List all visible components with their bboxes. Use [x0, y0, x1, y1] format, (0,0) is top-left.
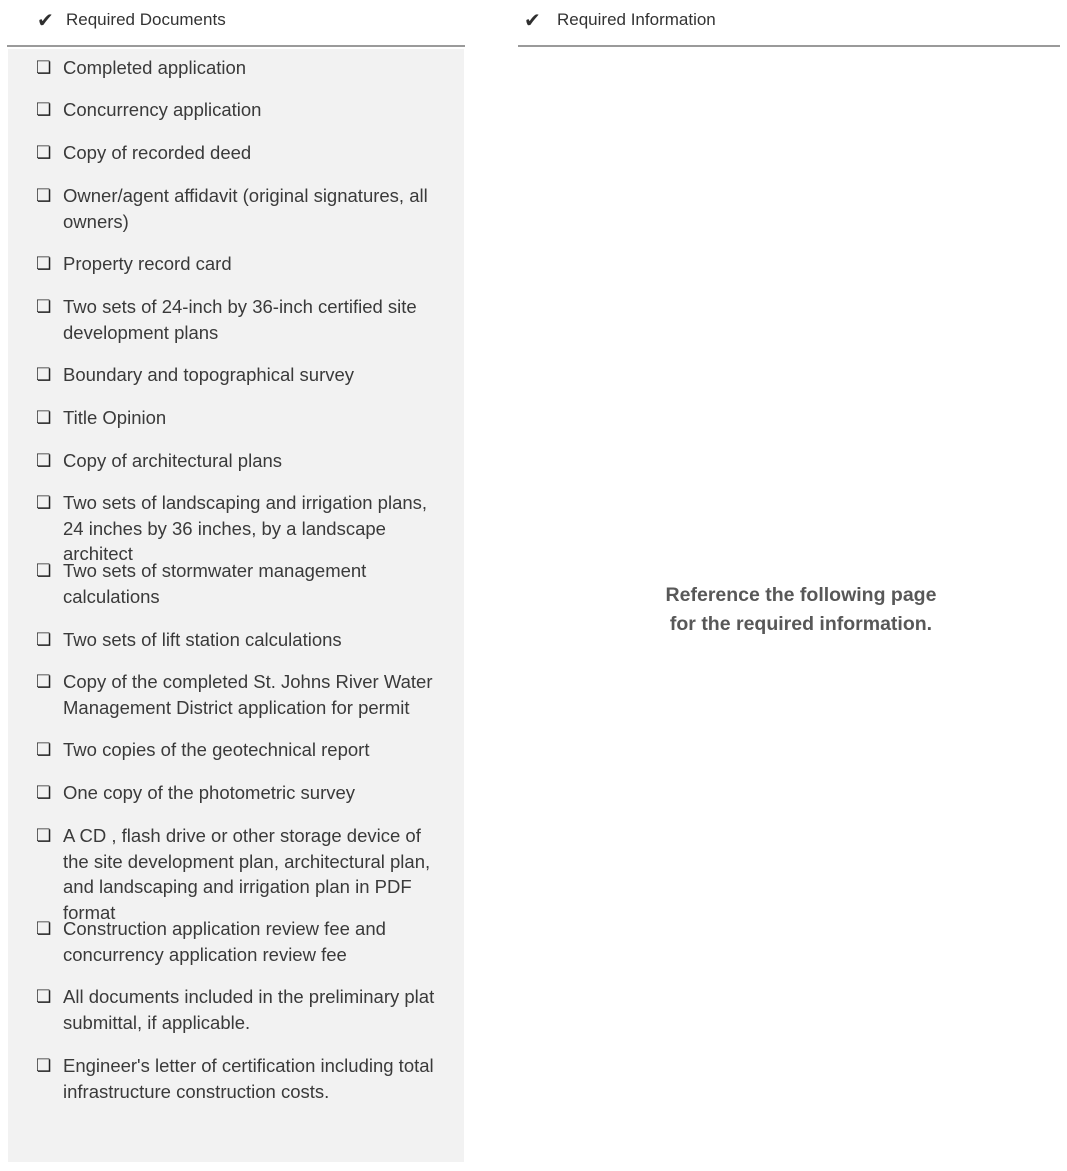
- checklist-item-label: A CD , flash drive or other storage device of the site development plan, architectural plan, and landscaping and irrigation plan in PDF format: [63, 825, 431, 923]
- checkbox-icon[interactable]: ❏: [36, 919, 52, 939]
- checkbox-icon[interactable]: ❏: [36, 297, 52, 317]
- required-information-header: [518, 0, 1060, 47]
- checklist-item-label: Two sets of 24-inch by 36-inch certified site development plans: [63, 296, 417, 343]
- checklist-item-label: Property record card: [63, 253, 232, 274]
- checklist-item-label: Concurrency application: [63, 99, 262, 120]
- checklist-item-label: Construction application review fee and concurrency application review fee: [63, 918, 386, 965]
- reference-note-line-1: Reference the following page: [665, 584, 937, 606]
- required-information-title: Required Information: [557, 10, 716, 29]
- checklist-item-label: One copy of the photometric survey: [63, 782, 356, 803]
- checkbox-icon[interactable]: ❏: [36, 630, 52, 650]
- checkbox-icon[interactable]: ❏: [36, 143, 52, 163]
- checkbox-icon[interactable]: ❏: [36, 826, 52, 846]
- checkbox-icon[interactable]: ❏: [36, 408, 52, 428]
- checklist-item-label: Boundary and topographical survey: [63, 364, 355, 385]
- checkbox-icon[interactable]: ❏: [36, 254, 52, 274]
- documents-checklist-panel: [8, 49, 464, 1162]
- checkbox-icon[interactable]: ❏: [36, 987, 52, 1007]
- checkbox-icon[interactable]: ❏: [36, 451, 52, 471]
- checklist-item-label: Completed application: [63, 57, 247, 78]
- checklist-item-label: Engineer's letter of certification including total infrastructure construction costs.: [63, 1055, 434, 1102]
- checkbox-icon[interactable]: ❏: [36, 186, 52, 206]
- checkbox-icon[interactable]: ❏: [36, 100, 52, 120]
- required-information-column: [518, 0, 1060, 47]
- checkbox-icon[interactable]: ❏: [36, 365, 52, 385]
- checklist-item-label: Two copies of the geotechnical report: [63, 739, 370, 760]
- check-mark-icon: ✔: [524, 10, 541, 32]
- checklist-item-label: Two sets of lift station calculations: [63, 629, 342, 650]
- required-documents-column: [7, 0, 465, 47]
- checkbox-icon[interactable]: ❏: [36, 672, 52, 692]
- reference-note-line-2: for the required information.: [669, 613, 933, 635]
- checklist-item-label: Owner/agent affidavit (original signatures, all owners): [63, 185, 428, 232]
- check-mark-icon: ✔: [37, 10, 54, 32]
- checklist-item-label: All documents included in the preliminary plat submittal, if applicable.: [63, 986, 435, 1033]
- required-documents-header: [7, 0, 465, 47]
- checkbox-icon[interactable]: ❏: [36, 58, 52, 78]
- checklist-item-label: Two sets of stormwater management calculations: [63, 560, 367, 607]
- checkbox-icon[interactable]: ❏: [36, 493, 52, 513]
- checklist-item-label: Two sets of landscaping and irrigation plans, 24 inches by 36 inches, by a landscape architect: [63, 492, 428, 564]
- checklist-item-label: Title Opinion: [63, 407, 167, 428]
- checklist-item-label: Copy of recorded deed: [63, 142, 252, 163]
- required-documents-title: Required Documents: [66, 10, 226, 29]
- checkbox-icon[interactable]: ❏: [36, 740, 52, 760]
- reference-note: [518, 581, 1067, 639]
- checkbox-icon[interactable]: ❏: [36, 783, 52, 803]
- checklist-item-label: Copy of the completed St. Johns River Water Management District application for permit: [63, 671, 433, 718]
- checkbox-icon[interactable]: ❏: [36, 1056, 52, 1076]
- checkbox-icon[interactable]: ❏: [36, 561, 52, 581]
- checklist-item-label: Copy of architectural plans: [63, 450, 283, 471]
